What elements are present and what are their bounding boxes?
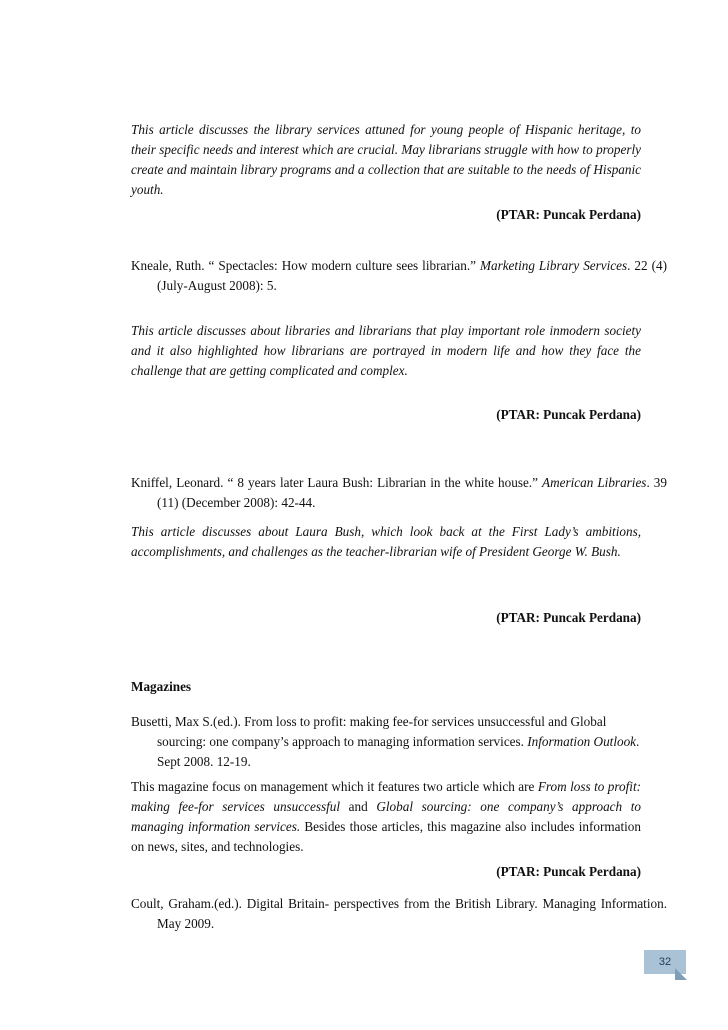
journal-title: Marketing Library Services bbox=[479, 258, 628, 273]
source-note: (PTAR: Puncak Perdana) bbox=[496, 864, 641, 879]
description-text: and bbox=[340, 799, 377, 814]
page-corner-fold bbox=[675, 968, 687, 980]
source-note: (PTAR: Puncak Perdana) bbox=[496, 407, 641, 422]
magazine-title: Information Outlook bbox=[527, 734, 637, 749]
reference-details: . 22 (4) (July-August 2008): 5. bbox=[157, 258, 667, 293]
reference-coult: Coult, Graham.(ed.). Digital Britain- perspectives from the British Library. Managing Information. May 2009. bbox=[131, 896, 667, 931]
section-heading-magazines: Magazines bbox=[131, 679, 192, 694]
reference-kniffel bbox=[131, 473, 667, 513]
magazine-description bbox=[131, 777, 641, 857]
article-title: Global sourcing: one company’s approach to managing information services. bbox=[131, 799, 641, 834]
journal-title: American Libraries bbox=[542, 475, 647, 490]
article-title: From loss to profit: making fee-for services unsuccessful bbox=[131, 779, 642, 814]
reference-busetti bbox=[131, 712, 641, 772]
reference-details: . Sept 2008. 12-19. bbox=[157, 734, 640, 769]
source-note: (PTAR: Puncak Perdana) bbox=[496, 610, 641, 625]
reference-authors-title: Busetti, Max S.(ed.). From loss to profit: making fee-for services unsuccessful and Global sourcing: one company’s approach to managing information services. bbox=[131, 714, 607, 749]
source-note: (PTAR: Puncak Perdana) bbox=[496, 207, 641, 222]
abstract-modern-librarians: This article discusses about libraries and librarians that play important role inmodern society and it also highlighted how librarians are portrayed in modern life and how they face the challenge that are getting complicated and complex. bbox=[131, 323, 641, 378]
reference-authors-title: Kneale, Ruth. “ Spectacles: How modern culture sees librarian.” bbox=[131, 258, 480, 273]
description-text: This magazine focus on management which it features two article which are bbox=[131, 779, 538, 794]
description-text: Besides those articles, this magazine also includes information on news, sites, and technologies. bbox=[131, 819, 641, 854]
reference-details: . 39 (11) (December 2008): 42-44. bbox=[157, 475, 667, 510]
abstract-laura-bush: This article discusses about Laura Bush, which look back at the First Lady’s ambitions, accomplishments, and challenges as the teacher-librarian wife of President George W. Bush. bbox=[131, 524, 641, 559]
page-number: 32 bbox=[644, 950, 686, 974]
abstract-hispanic-youth: This article discusses the library services attuned for young people of Hispanic heritage, to their specific needs and interest which are crucial. May librarians struggle with how to properly create and maintain library programs and a collection that are suitable to the needs of Hispanic youth. bbox=[131, 122, 641, 197]
reference-kneale bbox=[131, 256, 667, 296]
reference-authors-title: Kniffel, Leonard. “ 8 years later Laura Bush: Librarian in the white house.” bbox=[131, 475, 543, 490]
